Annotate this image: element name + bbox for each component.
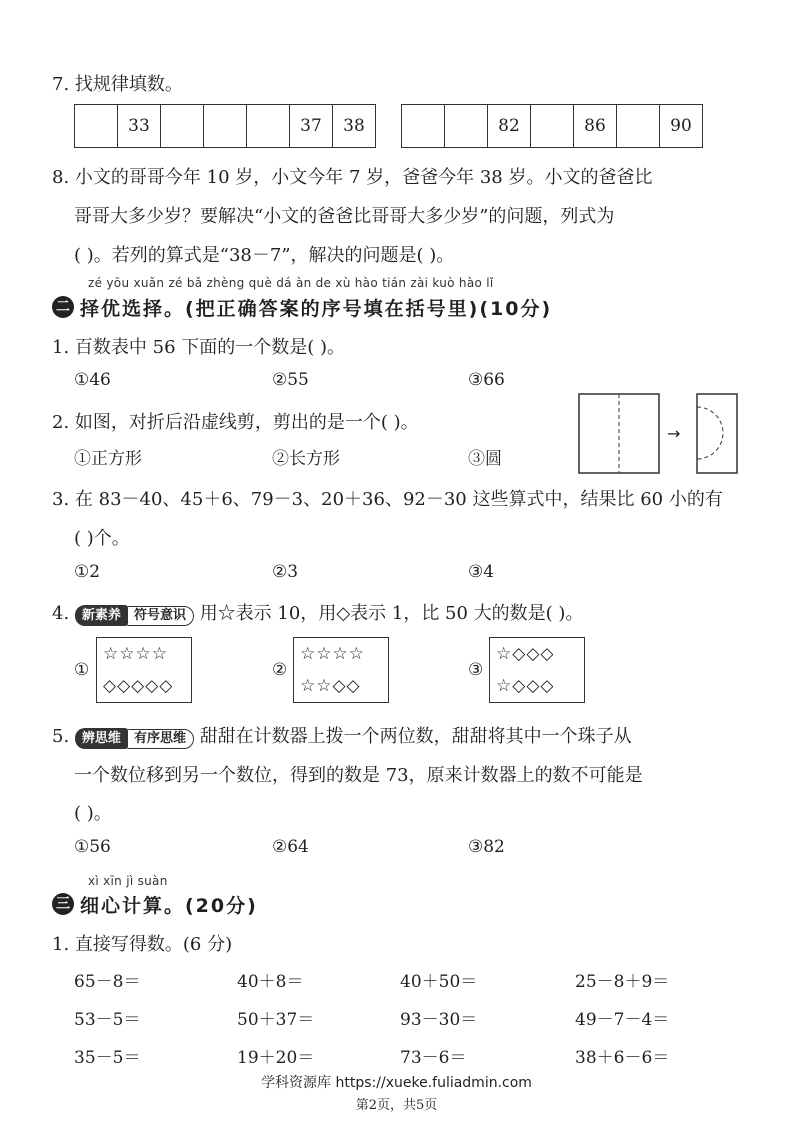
seq1-cell[interactable]: [247, 105, 290, 148]
paper-rectangle: [579, 394, 659, 473]
diamonds-row: ◇◇◇◇◇: [103, 676, 174, 696]
calc-item[interactable]: 53－5＝: [74, 1010, 141, 1030]
calc-item[interactable]: 73－6＝: [400, 1048, 467, 1068]
calc-item[interactable]: 19＋20＝: [237, 1048, 315, 1068]
seq1-cell[interactable]: [75, 105, 118, 148]
mc3-option-2[interactable]: ②3: [272, 562, 299, 582]
calc-item[interactable]: 49－7－4＝: [575, 1010, 670, 1030]
mc1-option-1[interactable]: ①46: [74, 370, 111, 390]
mixed-row: ☆☆◇◇: [300, 676, 361, 696]
fold-cut-figure: [578, 393, 742, 475]
mc5-option-3[interactable]: ③82: [468, 837, 505, 857]
seq1-cell[interactable]: [204, 105, 247, 148]
calc-item[interactable]: 40＋50＝: [400, 972, 478, 992]
seq1-cell[interactable]: [161, 105, 204, 148]
mc5-line: [52, 722, 632, 749]
mc3-stem: 3. 在 83－40、45＋6、79－3、20＋36、92－30 这些算式中，结果比 60 小的有: [52, 489, 723, 510]
mc1-option-2[interactable]: ②55: [272, 370, 309, 390]
folded-paper: [697, 394, 737, 473]
q8-line1: 8. 小文的哥哥今年 10 岁，小文今年 7 岁，爸爸今年 38 岁。小文的爸爸比: [52, 167, 653, 188]
mc4-option-3[interactable]: ③: [468, 660, 484, 680]
mc1-option-3[interactable]: ③66: [468, 370, 505, 390]
mc5-option-1[interactable]: ①56: [74, 837, 111, 857]
mc5-stem: 甜甜在计数器上拨一个两位数，甜甜将其中一个珠子从: [199, 726, 632, 747]
section3-number-badge: 三: [52, 893, 74, 915]
mixed-row: ☆◇◇◇: [496, 644, 555, 664]
q8-line3: ( )。若列的算式是“38－7”，解决的问题是( )。: [74, 245, 455, 266]
calc-heading: 1. 直接写得数。(6 分): [52, 934, 233, 955]
seq2-cell: 82: [488, 105, 531, 148]
seq2-cell: 90: [660, 105, 703, 148]
tag-critical-thinking: 辨思维: [75, 728, 128, 749]
seq1-cell: 33: [118, 105, 161, 148]
section2-number-badge: 二: [52, 296, 74, 318]
calc-item[interactable]: 25－8＋9＝: [575, 972, 670, 992]
calc-item[interactable]: 93－30＝: [400, 1010, 478, 1030]
mc5-option-2[interactable]: ②64: [272, 837, 309, 857]
calc-item[interactable]: 40＋8＝: [237, 972, 304, 992]
calc-item[interactable]: 65－8＝: [74, 972, 141, 992]
sequence-table-2: [401, 104, 703, 148]
mc4-line: [52, 599, 583, 626]
section3-pinyin: xì xīn jì suàn: [88, 874, 168, 888]
mc4-option-2[interactable]: ②: [272, 660, 288, 680]
footer-source: 学科资源库 https://xueke.fuliadmin.com: [261, 1075, 532, 1091]
seq1-cell: 37: [290, 105, 333, 148]
mixed-row: ☆◇◇◇: [496, 676, 555, 696]
sequence-table-1: [74, 104, 376, 148]
mc4-box-1[interactable]: [96, 637, 192, 703]
cut-line: [697, 407, 723, 459]
mc2-stem: 2. 如图，对折后沿虚线剪，剪出的是一个( )。: [52, 412, 419, 433]
calc-item[interactable]: 35－5＝: [74, 1048, 141, 1068]
mc3-option-1[interactable]: ①2: [74, 562, 101, 582]
stars-row: ☆☆☆☆: [300, 644, 365, 664]
mc4-box-2[interactable]: [293, 637, 389, 703]
q7-text: 7. 找规律填数。: [52, 74, 183, 95]
seq2-cell[interactable]: [617, 105, 660, 148]
seq2-cell[interactable]: [531, 105, 574, 148]
mc4-option-1[interactable]: ①: [74, 660, 90, 680]
mc4-number: 4.: [52, 603, 70, 624]
footer-page-number: 第2页，共5页: [355, 1098, 438, 1113]
mc4-box-3[interactable]: [489, 637, 585, 703]
section3-title: 细心计算。(20分): [80, 895, 258, 917]
seq2-cell[interactable]: [402, 105, 445, 148]
seq1-cell: 38: [333, 105, 376, 148]
mc2-option-3[interactable]: ③圆: [468, 449, 502, 469]
mc5-stem-3: ( )。: [74, 803, 112, 824]
mc4-stem: 用☆表示 10，用◇表示 1，比 50 大的数是( )。: [199, 603, 584, 624]
calc-item[interactable]: 38＋6－6＝: [575, 1048, 670, 1068]
mc3-option-3[interactable]: ③4: [468, 562, 495, 582]
tag-ordered-thinking: 有序思维: [126, 729, 194, 749]
mc5-number: 5.: [52, 726, 70, 747]
tag-symbol-sense: 符号意识: [126, 606, 194, 626]
mc1-stem: 1. 百数表中 56 下面的一个数是( )。: [52, 337, 346, 358]
arrow-icon: →: [667, 424, 681, 443]
tag-new-literacy: 新素养: [75, 605, 128, 626]
seq2-cell: 86: [574, 105, 617, 148]
section2-title: 择优选择。(把正确答案的序号填在括号里)(10分): [80, 298, 553, 320]
stars-row: ☆☆☆☆: [103, 644, 168, 664]
section2-pinyin: zé yōu xuǎn zé bǎ zhèng què dá àn de xù hào tián zài kuò hào lǐ: [88, 276, 494, 290]
q8-line2: 哥哥大多少岁？要解决“小文的爸爸比哥哥大多少岁”的问题，列式为: [74, 206, 615, 227]
mc2-option-2[interactable]: ②长方形: [272, 449, 340, 469]
seq2-cell[interactable]: [445, 105, 488, 148]
mc3-stem-2: ( )个。: [74, 528, 130, 549]
mc2-option-1[interactable]: ①正方形: [74, 449, 142, 469]
calc-item[interactable]: 50＋37＝: [237, 1010, 315, 1030]
mc5-stem-2: 一个数位移到另一个数位，得到的数是 73，原来计数器上的数不可能是: [74, 765, 643, 786]
